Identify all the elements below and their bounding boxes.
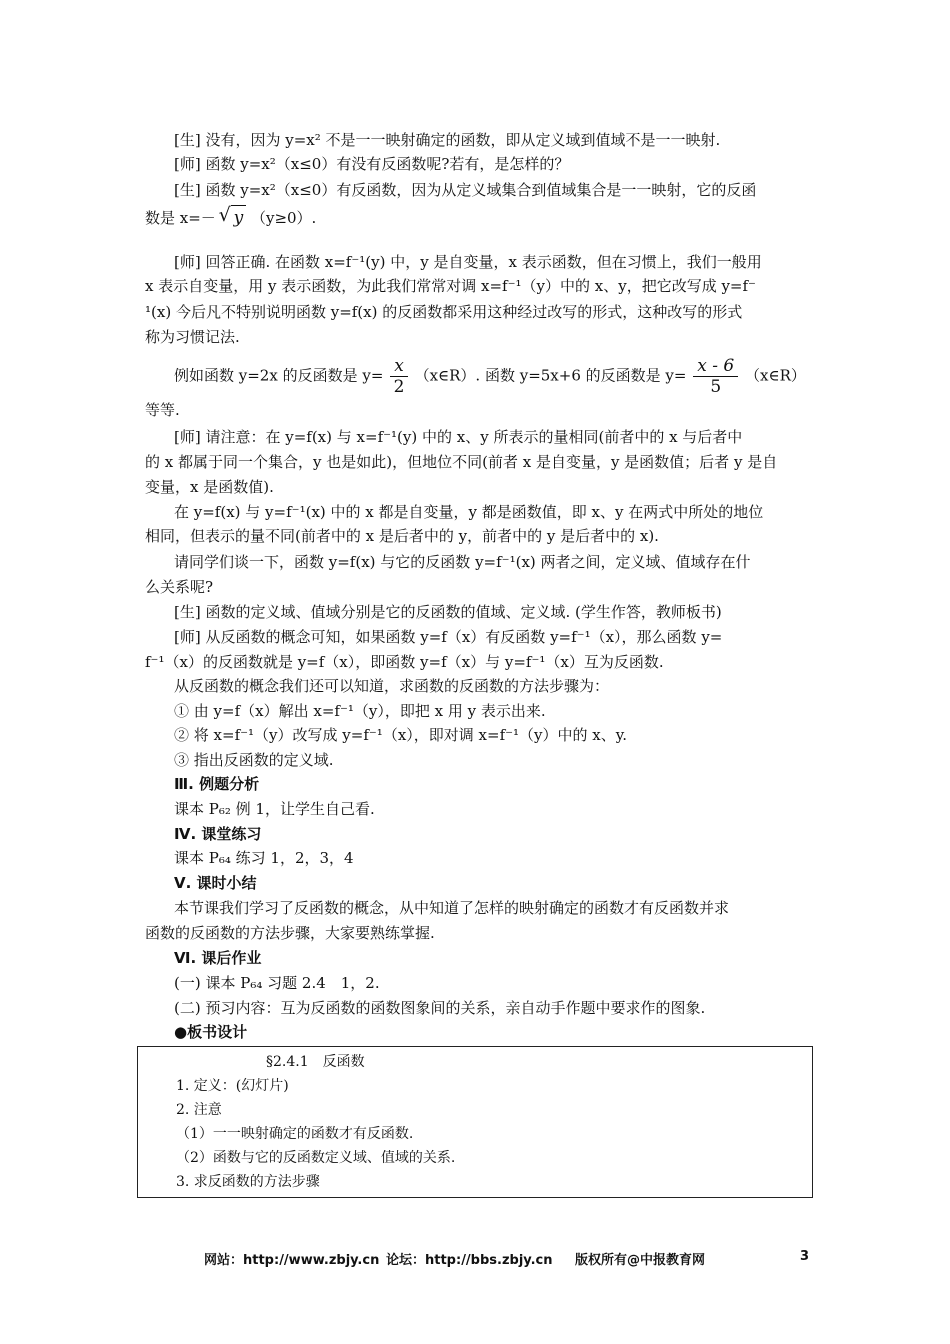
text-segment: （x∈R）. 函数 y=5x+6 的反函数是 y=	[414, 366, 687, 385]
paragraph-line: ¹(x) 今后凡不特别说明函数 y=f(x) 的反函数都采用这种经过改写的形式，这种改写的形式	[145, 303, 743, 321]
footer-copyright: 版权所有@中报教育网	[575, 1253, 706, 1268]
footer-forum: 论坛：http://bbs.zbjy.cn	[386, 1253, 553, 1268]
paragraph-line: 课本 P₆₂ 例 1，让学生自己看.	[174, 800, 375, 818]
fraction-denominator: 5	[710, 377, 722, 397]
paragraph-line: 从反函数的概念我们还可以知道，求函数的反函数的方法步骤为：	[174, 677, 610, 695]
paragraph-line: [师] 回答正确. 在函数 x=f⁻¹(y) 中，y 是自变量，x 表示函数，但在习惯上，我们一般用	[174, 253, 762, 271]
section-heading: Ⅲ. 例题分析	[174, 775, 260, 793]
formula-line	[145, 205, 810, 230]
paragraph-line: [生] 没有，因为 y=x² 不是一一映射确定的函数，即从定义域到值域不是一一映射.	[174, 131, 721, 149]
fraction	[693, 356, 738, 397]
board-item: 3. 求反函数的方法步骤	[176, 1174, 320, 1190]
text-segment: 例如函数 y=2x 的反函数是 y=	[174, 366, 384, 385]
paragraph-line: 变量，x 是函数值).	[145, 478, 274, 496]
paragraph-line: 课本 P₆₄ 练习 1，2，3，4	[174, 849, 354, 867]
paragraph-line: ② 将 x=f⁻¹（y）改写成 y=f⁻¹（x），即对调 x=f⁻¹（y）中的 x、y.	[174, 726, 628, 744]
paragraph-line: (一) 课本 P₆₄ 习题 2.4 1，2.	[174, 974, 380, 992]
page-footer	[0, 1249, 950, 1273]
formula-line	[174, 356, 839, 397]
paragraph-line: 相同，但表示的量不同(前者中的 x 是后者中的 y，前者中的 y 是后者中的 x).	[145, 527, 659, 545]
footer-website: 网站：http://www.zbjy.cn	[204, 1253, 380, 1268]
paragraph-line: f⁻¹（x）的反函数就是 y=f（x），即函数 y=f（x）与 y=f⁻¹（x）互为反函数.	[145, 653, 664, 671]
paragraph-line: ③ 指出反函数的定义域.	[174, 751, 334, 769]
paragraph-line: 的 x 都属于同一个集合，y 也是如此)，但地位不同(前者 x 是自变量，y 是函数值；后者 y 是自	[145, 453, 778, 471]
paragraph-line: 么关系呢?	[145, 578, 214, 596]
paragraph-line: [生] 函数 y=x²（x≤0）有反函数，因为从定义域集合到值域集合是一一映射，它的反函	[174, 181, 757, 199]
section-heading: Ⅵ. 课后作业	[174, 949, 262, 967]
text-segment: 数是 x=－	[145, 209, 216, 227]
fraction	[390, 356, 408, 397]
section-heading: Ⅴ. 课时小结	[174, 874, 257, 892]
section-heading: ●板书设计	[174, 1023, 248, 1041]
text-segment: （x∈R）	[745, 366, 806, 385]
text-segment: （y≥0）.	[250, 209, 317, 227]
paragraph-line: [师] 从反函数的概念可知，如果函数 y=f（x）有反函数 y=f⁻¹（x），那么函数 y=	[174, 628, 723, 646]
paragraph-line: [生] 函数的定义域、值域分别是它的反函数的值域、定义域. (学生作答，教师板书)	[174, 603, 722, 621]
paragraph-line: 请同学们谈一下，函数 y=f(x) 与它的反函数 y=f⁻¹(x) 两者之间，定义域、值域存在什	[174, 553, 751, 571]
paragraph-line: (二) 预习内容：互为反函数的函数图象间的关系，亲自动手作题中要求作的图象.	[174, 999, 706, 1017]
blackboard-design-box	[137, 1046, 813, 1198]
board-item: （2）函数与它的反函数定义域、值域的关系.	[176, 1150, 456, 1166]
paragraph-line: [师] 函数 y=x²（x≤0）有没有反函数呢?若有，是怎样的？	[174, 155, 570, 173]
sqrt-expression: √ y	[231, 205, 247, 230]
paragraph-line: 称为习惯记法.	[145, 328, 240, 346]
section-heading: Ⅳ. 课堂练习	[174, 825, 262, 843]
fraction-denominator: 2	[393, 377, 405, 397]
paragraph-line: ① 由 y=f（x）解出 x=f⁻¹（y），即把 x 用 y 表示出来.	[174, 702, 546, 720]
fraction-numerator: x - 6	[693, 356, 738, 377]
board-item: 1. 定义：(幻灯片)	[176, 1078, 289, 1094]
paragraph-line: [师] 请注意：在 y=f(x) 与 x=f⁻¹(y) 中的 x、y 所表示的量相同(前者中的 x 与后者中	[174, 428, 743, 446]
board-item: 2. 注意	[176, 1102, 222, 1118]
fraction-numerator: x	[390, 356, 408, 377]
board-item: （1）一一映射确定的函数才有反函数.	[176, 1126, 414, 1142]
board-title: §2.4.1 反函数	[266, 1054, 365, 1070]
paragraph-line: 在 y=f(x) 与 y=f⁻¹(x) 中的 x 都是自变量，y 都是函数值，即 x、y 在两式中所处的地位	[174, 503, 764, 521]
paragraph-line: 本节课我们学习了反函数的概念，从中知道了怎样的映射确定的函数才有反函数并求	[174, 899, 730, 917]
page-number: 3	[800, 1249, 810, 1264]
paragraph-line: 函数的反函数的方法步骤，大家要熟练掌握.	[145, 924, 435, 942]
paragraph-line: x 表示自变量，用 y 表示函数，为此我们常常对调 x=f⁻¹（y）中的 x、y，把它改写成 y=f⁻	[145, 277, 756, 295]
paragraph-line: 等等.	[145, 401, 180, 419]
